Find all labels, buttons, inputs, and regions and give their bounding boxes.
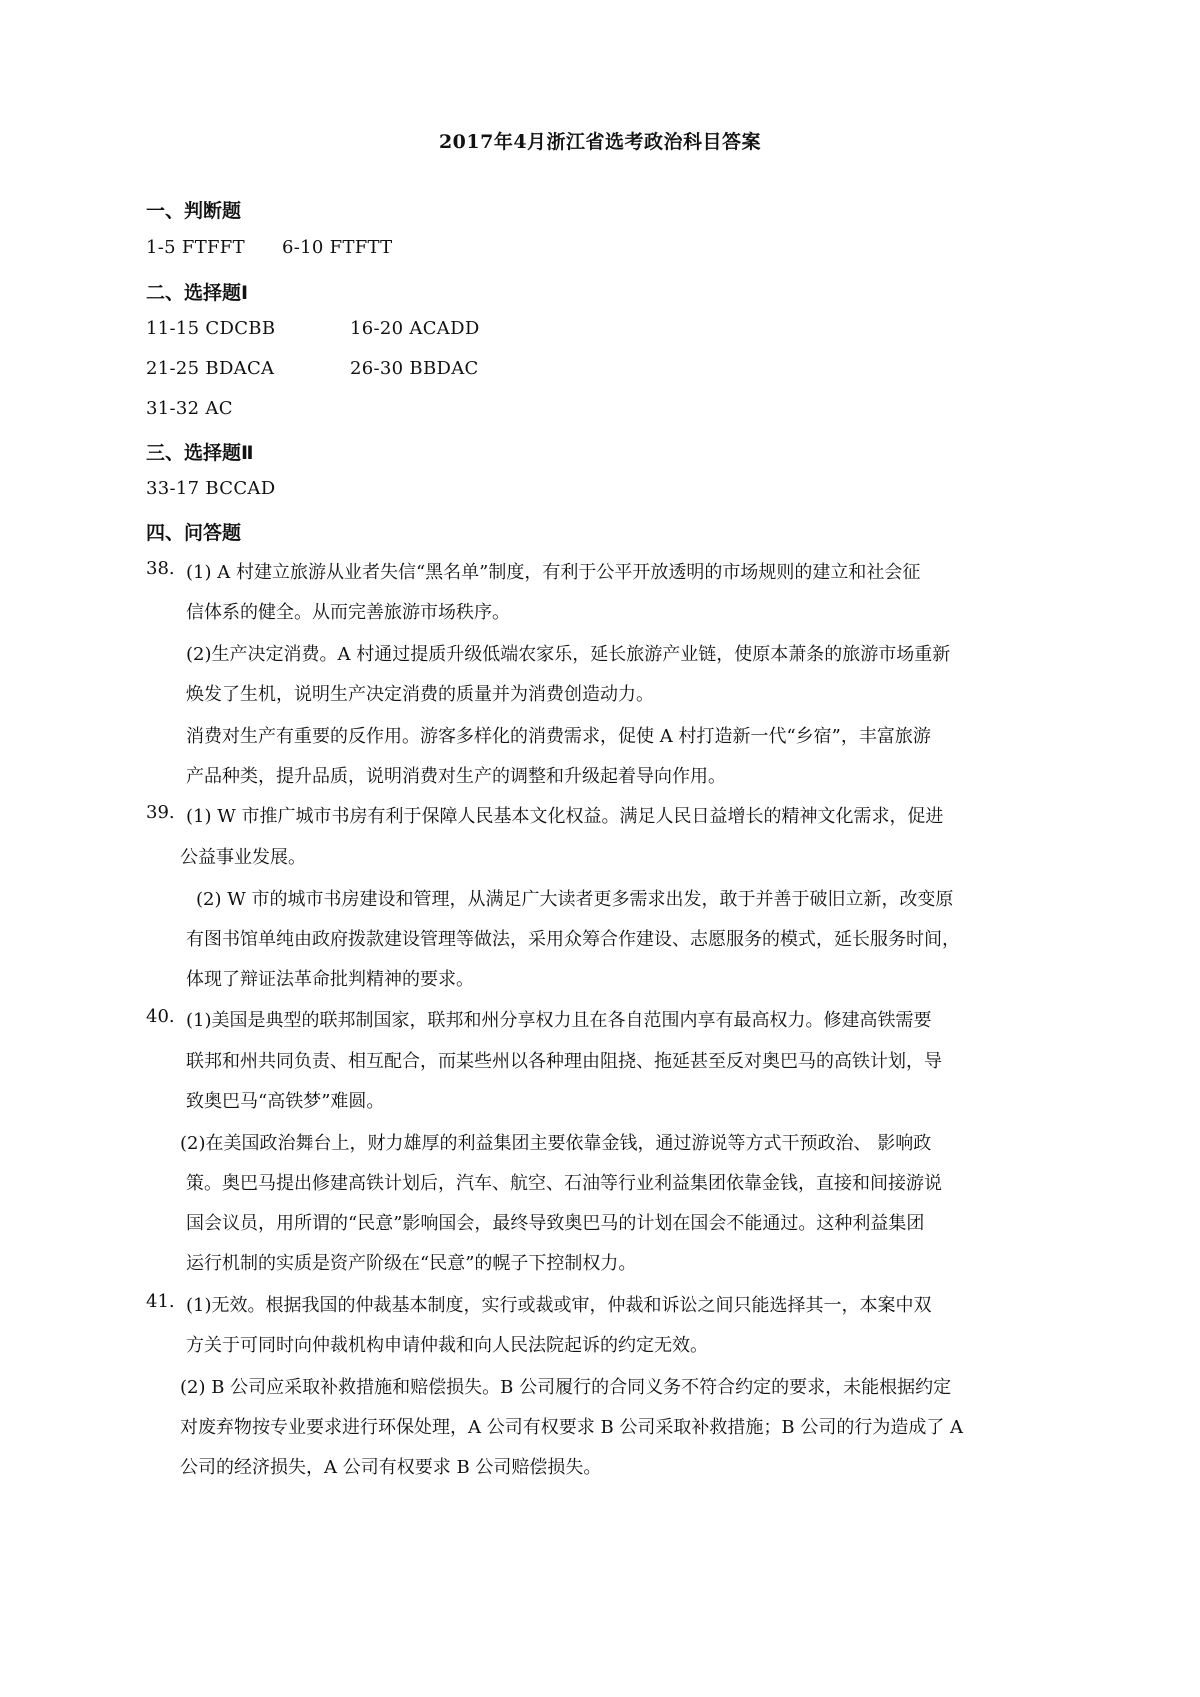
answer-text: (2)生产决定消费。A 村通过提质升级低端农家乐，延长旅游产业链，使原本萧条的旅游市场重新 [186, 644, 951, 665]
answer-row: 16-20 ACADD [350, 318, 480, 339]
answer-text: 体现了辩证法革命批判精神的要求。 [186, 969, 474, 990]
answer-text: 产品种类，提升品质，说明消费对生产的调整和升级起着导向作用。 [186, 766, 726, 787]
answer-text: (2) B 公司应采取补救措施和赔偿损失。B 公司履行的合同义务不符合约定的要求，未能根据约定 [180, 1377, 952, 1398]
question-number: 38. [146, 558, 175, 579]
answer-text: 信体系的健全。从而完善旅游市场秩序。 [186, 602, 510, 623]
section-heading-judgment: 一、判断题 [146, 200, 242, 222]
answer-row: 26-30 BBDAC [350, 358, 479, 379]
question-number: 40. [146, 1006, 175, 1027]
answer-text: 公益事业发展。 [180, 847, 306, 868]
question-number: 39. [146, 802, 175, 823]
answer-text: (1)无效。根据我国的仲裁基本制度，实行或裁或审，仲裁和诉讼之间只能选择其一，本案中双 [186, 1295, 932, 1316]
answer-text: 国会议员，用所谓的“民意”影响国会，最终导致奥巴马的计划在国会不能通过。这种利益集团 [186, 1213, 925, 1234]
answer-row: 11-15 CDCBB [146, 318, 276, 339]
answer-text: (1) A 村建立旅游从业者失信“黑名单”制度，有利于公平开放透明的市场规则的建立和社会征 [186, 562, 921, 583]
answer-row: 6-10 FTFTT [282, 237, 393, 258]
answer-text: 消费对生产有重要的反作用。游客多样化的消费需求，促使 A 村打造新一代“乡宿”，丰富旅游 [186, 726, 931, 747]
answer-text: 致奥巴马“高铁梦”难圆。 [186, 1091, 385, 1112]
answer-text: 公司的经济损失，A 公司有权要求 B 公司赔偿损失。 [180, 1457, 602, 1478]
answer-row: 31-32 AC [146, 398, 233, 419]
answer-text: (2)在美国政治舞台上，财力雄厚的利益集团主要依靠金钱，通过游说等方式干预政治、 影响政 [180, 1133, 932, 1154]
answer-text: 运行机制的实质是资产阶级在“民意”的幌子下控制权力。 [186, 1253, 637, 1274]
answer-text: 焕发了生机，说明生产决定消费的质量并为消费创造动力。 [186, 684, 654, 705]
answer-text: (1)美国是典型的联邦制国家，联邦和州分享权力且在各自范围内享有最高权力。修建高铁需要 [186, 1010, 932, 1031]
answer-text: (1) W 市推广城市书房有利于保障人民基本文化权益。满足人民日益增长的精神文化需求，促进 [186, 806, 944, 827]
answer-text: 有图书馆单纯由政府拨款建设管理等做法，采用众筹合作建设、志愿服务的模式，延长服务时间， [186, 929, 960, 950]
answer-row: 33-17 BCCAD [146, 478, 276, 499]
answer-text: 策。奥巴马提出修建高铁计划后，汽车、航空、石油等行业利益集团依靠金钱，直接和间接游说 [186, 1173, 942, 1194]
answer-row: 1-5 FTFFT [146, 237, 245, 258]
section-heading-qa: 四、问答题 [146, 522, 242, 544]
question-number: 41. [146, 1291, 175, 1312]
section-heading-choice-2: 三、选择题Ⅱ [146, 442, 254, 464]
answer-text: 方关于可同时向仲裁机构申请仲裁和向人民法院起诉的约定无效。 [186, 1335, 708, 1356]
answer-text: 对废弃物按专业要求进行环保处理，A 公司有权要求 B 公司采取补救措施；B 公司的行为造成了 A [180, 1417, 964, 1438]
answer-text: 联邦和州共同负责、相互配合，而某些州以各种理由阻挠、拖延甚至反对奥巴马的高铁计划，导 [186, 1051, 942, 1072]
section-heading-choice-1: 二、选择题Ⅰ [146, 282, 249, 304]
page-title: 2017年4月浙江省选考政治科目答案 [438, 131, 762, 153]
answer-text: (2) W 市的城市书房建设和管理，从满足广大读者更多需求出发，敢于并善于破旧立新，改变原 [196, 889, 954, 910]
answer-row: 21-25 BDACA [146, 358, 275, 379]
